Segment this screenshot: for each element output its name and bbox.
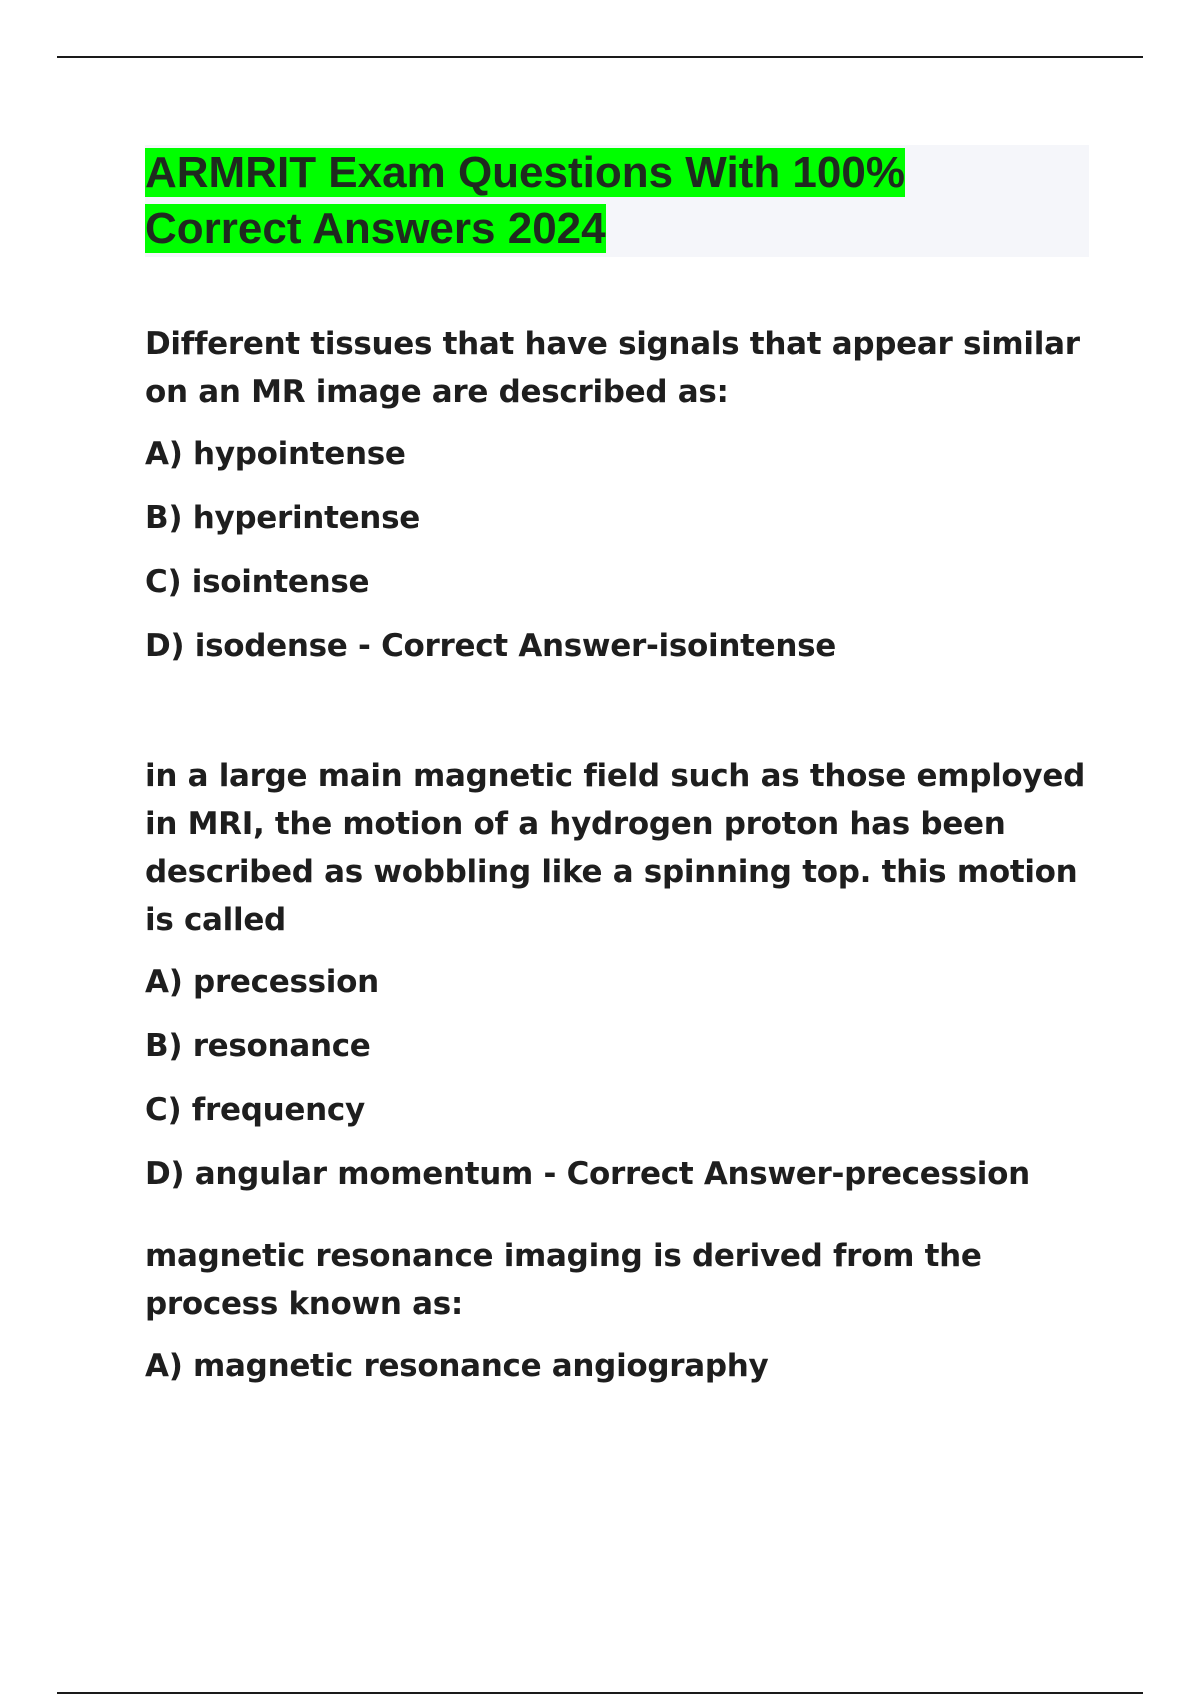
question-2 bbox=[145, 752, 1105, 1214]
question-1-option-b: B) hyperintense bbox=[145, 500, 420, 536]
question-3-option-a: A) magnetic resonance angiography bbox=[145, 1348, 769, 1384]
title-line-2: Correct Answers 2024 bbox=[145, 204, 606, 253]
question-2-text: in a large main magnetic field such as those employed in MRI, the motion of a hydrogen proton has been described as wobbling like a spinning top. this motion is called bbox=[145, 758, 1085, 938]
question-3 bbox=[145, 1232, 1105, 1406]
question-2-option-a: A) precession bbox=[145, 964, 379, 1000]
header-rule bbox=[57, 56, 1143, 58]
question-1-option-a: A) hypointense bbox=[145, 436, 406, 472]
question-2-option-b: B) resonance bbox=[145, 1028, 371, 1064]
document-title bbox=[145, 145, 1089, 257]
question-1-option-c: C) isointense bbox=[145, 564, 370, 600]
question-2-option-d: D) angular momentum - Correct Answer-precession bbox=[145, 1156, 1030, 1192]
title-line-1: ARMRIT Exam Questions With 100% bbox=[145, 148, 905, 197]
footer-rule bbox=[57, 1692, 1143, 1694]
question-1-text: Different tissues that have signals that appear similar on an MR image are described as: bbox=[145, 326, 1080, 410]
title-block bbox=[145, 145, 1089, 257]
question-1-option-d: D) isodense - Correct Answer-isointense bbox=[145, 628, 837, 664]
question-1 bbox=[145, 320, 1105, 686]
question-2-option-c: C) frequency bbox=[145, 1092, 365, 1128]
question-3-text: magnetic resonance imaging is derived from the process known as: bbox=[145, 1238, 982, 1322]
